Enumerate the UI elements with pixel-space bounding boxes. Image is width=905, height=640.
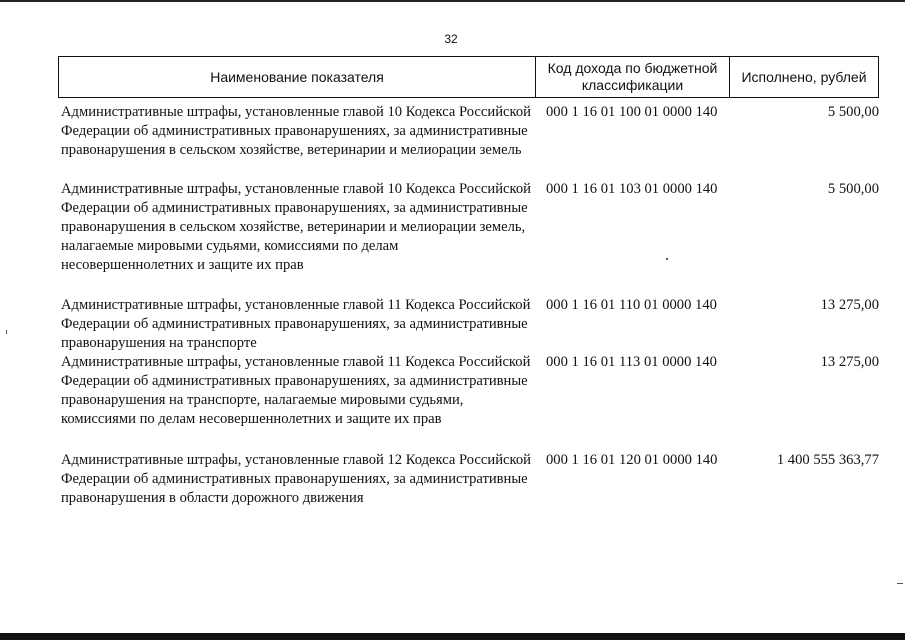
row-code-cell: 000 1 16 01 110 01 0000 140: [546, 297, 717, 313]
row-code-cell: 000 1 16 01 120 01 0000 140: [546, 452, 718, 468]
scan-mark: [897, 583, 903, 584]
scan-mark: [666, 258, 668, 260]
row-code-cell: 000 1 16 01 103 01 0000 140: [546, 181, 718, 197]
row-name-cell: Административные штрафы, установленные главой 12 Кодекса Российской Федерации об административных правонарушениях, за административные правонарушения в области дорожного движения: [61, 452, 531, 506]
top-border-line: [0, 0, 905, 2]
table-header: [58, 56, 879, 98]
column-header-name: Наименование показателя: [210, 68, 384, 85]
row-amount-cell: 5 500,00: [827, 104, 879, 120]
row-code-cell: 000 1 16 01 100 01 0000 140: [546, 104, 718, 120]
row-code-cell: 000 1 16 01 113 01 0000 140: [546, 354, 717, 370]
column-header-code: Код дохода по бюджетной классификации: [535, 57, 730, 97]
row-name-cell: Административные штрафы, установленные главой 11 Кодекса Российской Федерации об административных правонарушениях, за административные правонарушения на транспорте, налагаемые мировыми судьями, комиссиями по делам несовершеннолетних и защите их прав: [61, 354, 531, 427]
row-name-cell: Административные штрафы, установленные главой 10 Кодекса Российской Федерации об административных правонарушениях, за административные правонарушения в сельском хозяйстве, ветеринарии и мелиорации земель, налагаемые мировыми судьями, комиссиями по делам несовершеннолетних и защите их прав: [61, 181, 531, 273]
page-number: 32: [444, 32, 458, 46]
row-amount-cell: 5 500,00: [827, 181, 879, 197]
row-name-cell: Административные штрафы, установленные главой 10 Кодекса Российской Федерации об административных правонарушениях, за административные правонарушения в сельском хозяйстве, ветеринарии и мелиорации земель: [61, 104, 531, 158]
row-amount-cell: 13 275,00: [820, 354, 879, 370]
row-name-cell: Административные штрафы, установленные главой 11 Кодекса Российской Федерации об административных правонарушениях, за административные правонарушения на транспорте: [61, 297, 531, 351]
column-header-executed: Исполнено, рублей: [741, 68, 867, 85]
bottom-border-line: [0, 633, 905, 640]
row-amount-cell: 1 400 555 363,77: [776, 452, 879, 468]
scan-mark: [6, 330, 7, 334]
row-amount-cell: 13 275,00: [820, 297, 879, 313]
